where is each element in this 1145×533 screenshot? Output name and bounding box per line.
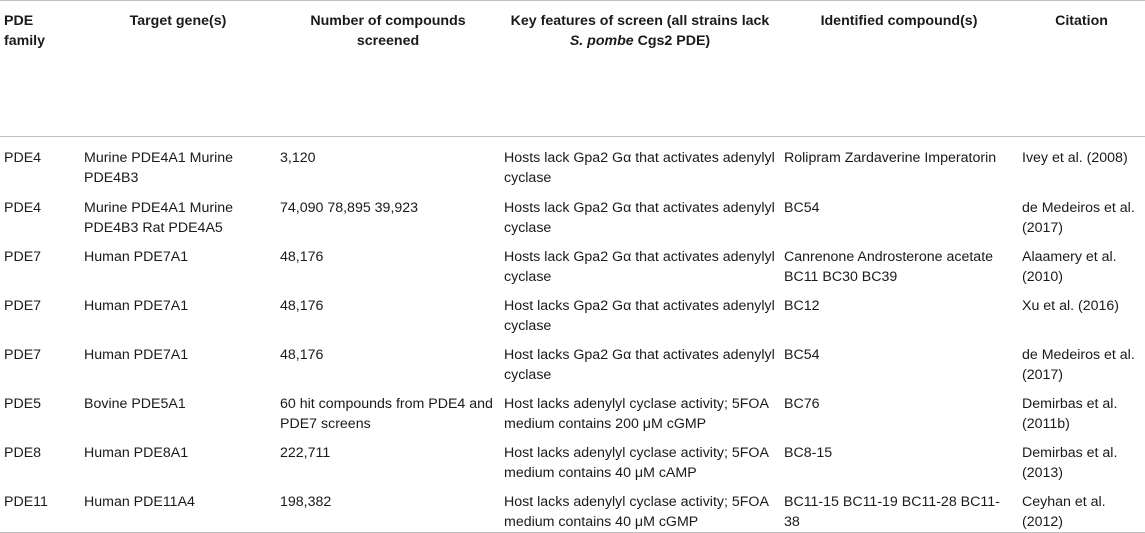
cell-genes: Murine PDE4A1 Murine PDE4B3 (84, 150, 234, 186)
table-body (0, 137, 1145, 533)
cell-family: PDE7 (4, 248, 42, 265)
cell-genes: Murine PDE4A1 Murine PDE4B3 Rat PDE4A5 (84, 199, 234, 236)
cell-family: PDE8 (4, 444, 42, 461)
cell-compounds: BC11-15 BC11-19 BC11-28 BC11-38 (780, 483, 1018, 533)
cell-family: PDE11 (0, 483, 80, 533)
cell-count: 222,711 (280, 444, 331, 461)
header-key-features-pre: Key features of screen (all strains lack (510, 13, 770, 29)
cell-family: PDE4 (4, 199, 42, 216)
cell-count: 48,176 (280, 346, 324, 363)
cell-compounds: BC54 (784, 199, 820, 216)
cell-citation: Demirbas et al. (2011b) (1022, 395, 1118, 432)
cell-compounds: BC54 (784, 346, 820, 363)
cell-compounds: BC76 (784, 395, 820, 412)
cell-count: 60 hit compounds from PDE4 and PDE7 screens (280, 395, 493, 432)
cell-genes: Human PDE7A1 (84, 297, 189, 314)
table-row (0, 137, 1145, 189)
cell-count: 48,176 (280, 297, 324, 314)
cell-features: Hosts lack Gpa2 Gα that activates adenylyl cyclase (504, 150, 775, 186)
cell-compounds: Rolipram Zardaverine Imperatorin (784, 150, 997, 166)
cell-features: Hosts lack Gpa2 Gα that activates adenylyl cyclase (504, 199, 775, 236)
table-header (0, 1, 1145, 137)
table-row (0, 336, 1145, 385)
header-citation: Citation (1018, 1, 1145, 137)
cell-features: Hosts lack Gpa2 Gα that activates adenylyl cyclase (504, 248, 775, 285)
cell-features: Host lacks adenylyl cyclase activity; 5FOA medium contains 40 μM cAMP (504, 444, 769, 481)
cell-genes: Human PDE8A1 (84, 444, 189, 461)
cell-compounds: BC8-15 (784, 444, 833, 461)
header-pde-family: PDE family (0, 1, 80, 137)
cell-features: Host lacks adenylyl cyclase activity; 5FOA medium contains 200 μM cGMP (504, 395, 769, 432)
table-row (0, 287, 1145, 336)
cell-family: PDE7 (4, 346, 42, 363)
cell-count: 48,176 (280, 248, 324, 265)
header-row (0, 1, 1145, 137)
header-compound-count: Number of compounds screened (276, 1, 500, 137)
header-key-features-species: S. pombe (569, 33, 634, 49)
cell-count: 3,120 (280, 150, 316, 166)
header-target-genes: Target gene(s) (80, 1, 276, 137)
table-row (0, 385, 1145, 434)
header-key-features (500, 1, 780, 137)
cell-genes: Human PDE11A4 (80, 483, 276, 533)
table-row (0, 189, 1145, 238)
table-row (0, 483, 1145, 533)
cell-citation: Ceyhan et al. (2012) (1018, 483, 1145, 533)
cell-citation: de Medeiros et al. (2017) (1022, 346, 1135, 383)
cell-features: Host lacks Gpa2 Gα that activates adenylyl cyclase (504, 346, 775, 383)
cell-compounds: BC12 (784, 297, 820, 314)
cell-citation: de Medeiros et al. (2017) (1022, 199, 1135, 236)
cell-family: PDE5 (4, 395, 42, 412)
table-row (0, 238, 1145, 287)
cell-features: Host lacks adenylyl cyclase activity; 5FOA medium contains 40 μM cGMP (500, 483, 780, 533)
cell-compounds: Canrenone Androsterone acetate BC11 BC30 BC39 (784, 248, 994, 285)
cell-genes: Human PDE7A1 (84, 346, 189, 363)
cell-count: 74,090 78,895 39,923 (280, 199, 419, 216)
cell-citation: Ivey et al. (2008) (1022, 150, 1128, 166)
header-key-features-post: Cgs2 PDE) (633, 33, 711, 49)
cell-citation: Demirbas et al. (2013) (1022, 444, 1118, 481)
cell-family: PDE4 (4, 150, 42, 166)
table-row (0, 434, 1145, 483)
cell-family: PDE7 (4, 297, 42, 314)
cell-genes: Bovine PDE5A1 (84, 395, 186, 412)
cell-genes: Human PDE7A1 (84, 248, 189, 265)
cell-count: 198,382 (276, 483, 500, 533)
header-identified-compounds: Identified compound(s) (780, 1, 1018, 137)
cell-citation: Xu et al. (2016) (1022, 297, 1120, 314)
cell-citation: Alaamery et al. (2010) (1022, 248, 1117, 285)
cell-features: Host lacks Gpa2 Gα that activates adenylyl cyclase (504, 297, 775, 334)
